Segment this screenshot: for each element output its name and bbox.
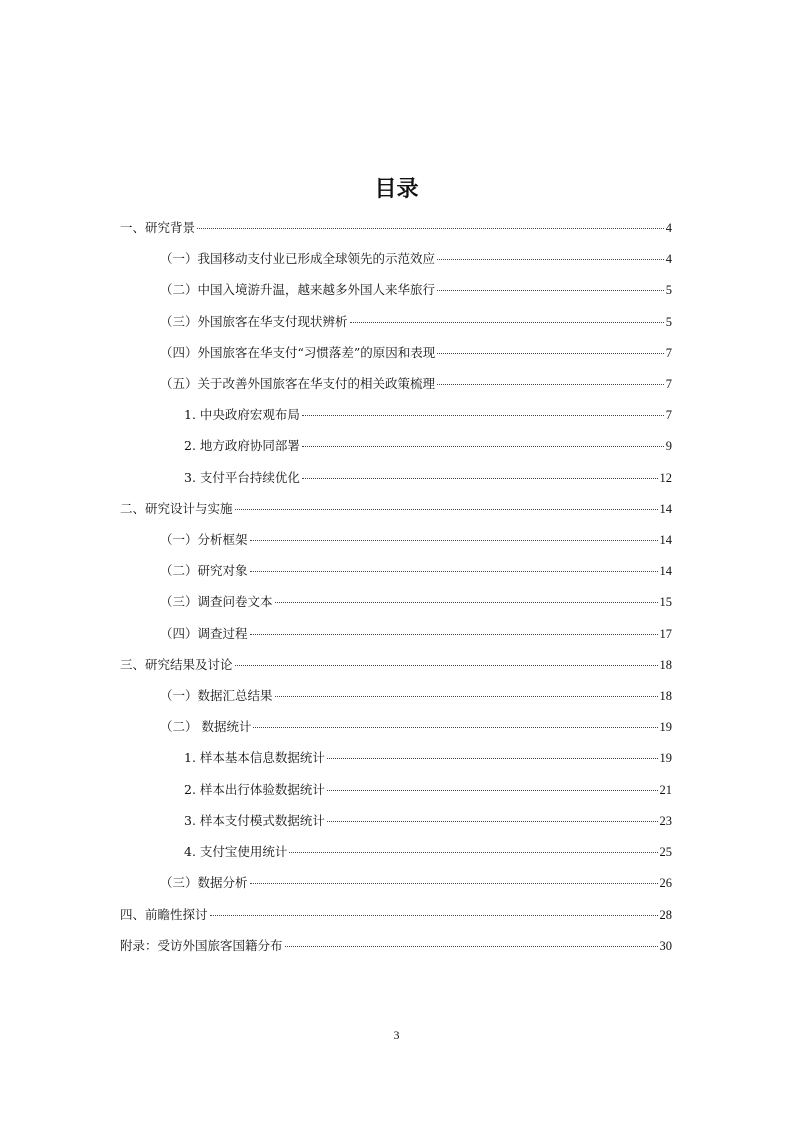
toc-entry-page: 18	[659, 689, 672, 703]
toc-entry-page: 9	[665, 439, 672, 453]
toc-entry-text: 三、研究结果及讨论	[120, 657, 233, 672]
toc-entry-page: 7	[665, 346, 672, 360]
toc-entry-text: 四、前瞻性探讨	[120, 907, 208, 922]
toc-leader-dots	[250, 570, 658, 572]
toc-entry[interactable]	[120, 499, 672, 519]
toc-entry-page: 14	[659, 533, 672, 547]
toc-entry-text: （一）数据汇总结果	[160, 688, 273, 703]
toc-leader-dots	[327, 757, 658, 759]
toc-entry[interactable]	[160, 280, 672, 300]
toc-entry-page: 30	[659, 939, 672, 953]
toc-entry[interactable]	[160, 561, 672, 581]
page-number: 3	[393, 1028, 400, 1042]
toc-leader-dots	[250, 539, 658, 541]
toc-leader-dots	[327, 789, 658, 791]
toc-leader-dots	[285, 945, 658, 947]
toc-entry-text: （一）分析框架	[160, 532, 248, 547]
toc-entry-page: 28	[659, 908, 672, 922]
toc-entry-page: 12	[659, 471, 672, 485]
toc-leader-dots	[302, 477, 658, 479]
toc-entry-text: （二）中国入境游升温，越来越多外国人来华旅行	[160, 282, 436, 297]
toc-entry-text: 1. 中央政府宏观布局	[184, 407, 300, 422]
toc-leader-dots	[235, 664, 658, 666]
toc-entry[interactable]	[160, 249, 672, 269]
toc-entry-text: 二、研究设计与实施	[120, 501, 233, 516]
toc-leader-dots	[437, 352, 663, 354]
toc-entry[interactable]	[160, 530, 672, 550]
toc-entry-text: （三）数据分析	[160, 875, 248, 890]
toc-entry-text: 2. 地方政府协同部署	[184, 438, 300, 453]
toc-entry[interactable]	[160, 624, 672, 644]
toc-entry-text: （三）调查问卷文本	[160, 594, 273, 609]
toc-entry-page: 14	[659, 502, 672, 516]
toc-leader-dots	[437, 383, 664, 385]
toc-entry[interactable]	[160, 873, 672, 893]
page-title: 目录	[374, 177, 419, 202]
toc-entry-text: 2. 样本出行体验数据统计	[184, 782, 325, 797]
toc-entry-page: 14	[659, 564, 672, 578]
toc-leader-dots	[275, 601, 658, 603]
toc-entry-text: 一、研究背景	[120, 220, 196, 235]
toc-entry[interactable]	[120, 905, 672, 925]
toc-leader-dots	[275, 695, 658, 697]
toc-entry[interactable]	[184, 436, 672, 456]
toc-entry-page: 19	[659, 751, 672, 765]
toc-entry-text: 4. 支付宝使用统计	[184, 844, 288, 859]
toc-entry-page: 23	[659, 814, 672, 828]
toc-entry[interactable]	[160, 343, 672, 363]
toc-entry-text: （一）我国移动支付业已形成全球领先的示范效应	[160, 251, 436, 266]
toc-leader-dots	[302, 414, 664, 416]
toc-entry[interactable]	[160, 374, 672, 394]
toc-entry-page: 5	[665, 283, 672, 297]
toc-entry[interactable]	[160, 717, 672, 737]
toc-leader-dots	[250, 882, 658, 884]
toc-entry[interactable]	[184, 842, 672, 862]
toc-entry-page: 7	[665, 408, 672, 422]
toc-leader-dots	[437, 289, 664, 291]
toc-entry-text: （二）研究对象	[160, 563, 248, 578]
toc-entry[interactable]	[184, 405, 672, 425]
toc-entry-page: 17	[659, 627, 672, 641]
toc-leader-dots	[327, 820, 658, 822]
toc-entry-page: 4	[665, 252, 672, 266]
toc-leader-dots	[210, 914, 658, 916]
toc-entry-text: （五）关于改善外国旅客在华支付的相关政策梳理	[160, 376, 436, 391]
toc-entry-page: 7	[665, 377, 672, 391]
toc-entry[interactable]	[120, 655, 672, 675]
toc-entry-text: （四）调查过程	[160, 626, 248, 641]
toc-entry-text: 1. 样本基本信息数据统计	[184, 750, 325, 765]
toc-leader-dots	[253, 726, 657, 728]
toc-entry[interactable]	[160, 686, 672, 706]
toc-entry-page: 26	[659, 876, 672, 890]
toc-entry-text: 3. 支付平台持续优化	[184, 470, 300, 485]
toc-leader-dots	[235, 508, 658, 510]
toc-entry-page: 5	[665, 315, 672, 329]
toc-entry-text: （四）外国旅客在华支付“习惯落差”的原因和表现	[160, 345, 436, 360]
toc-leader-dots	[350, 321, 664, 323]
toc-entry[interactable]	[120, 936, 672, 956]
toc-leader-dots	[289, 851, 657, 853]
toc-entry-text: （三）外国旅客在华支付现状辨析	[160, 314, 348, 329]
toc-entry-page: 19	[659, 720, 672, 734]
toc-leader-dots	[302, 445, 664, 447]
toc-entry[interactable]	[160, 312, 672, 332]
toc-entry[interactable]	[184, 468, 672, 488]
toc-entry-page: 25	[659, 845, 672, 859]
toc-entry[interactable]	[184, 748, 672, 768]
toc-entry-page: 15	[659, 595, 672, 609]
toc-entry[interactable]	[120, 218, 672, 238]
toc-entry-text: 3. 样本支付模式数据统计	[184, 813, 325, 828]
toc-leader-dots	[437, 258, 664, 260]
toc-entry-page: 4	[665, 221, 672, 235]
toc-entry-page: 21	[659, 783, 672, 797]
toc-entry[interactable]	[184, 780, 672, 800]
toc-entry-text: （二） 数据统计	[160, 719, 252, 734]
toc-leader-dots	[250, 633, 658, 635]
toc-entry[interactable]	[160, 592, 672, 612]
toc-entry-text: 附录：受访外国旅客国籍分布	[120, 938, 283, 953]
toc-entry[interactable]	[184, 811, 672, 831]
toc-entry-page: 18	[659, 658, 672, 672]
toc-leader-dots	[197, 227, 664, 229]
